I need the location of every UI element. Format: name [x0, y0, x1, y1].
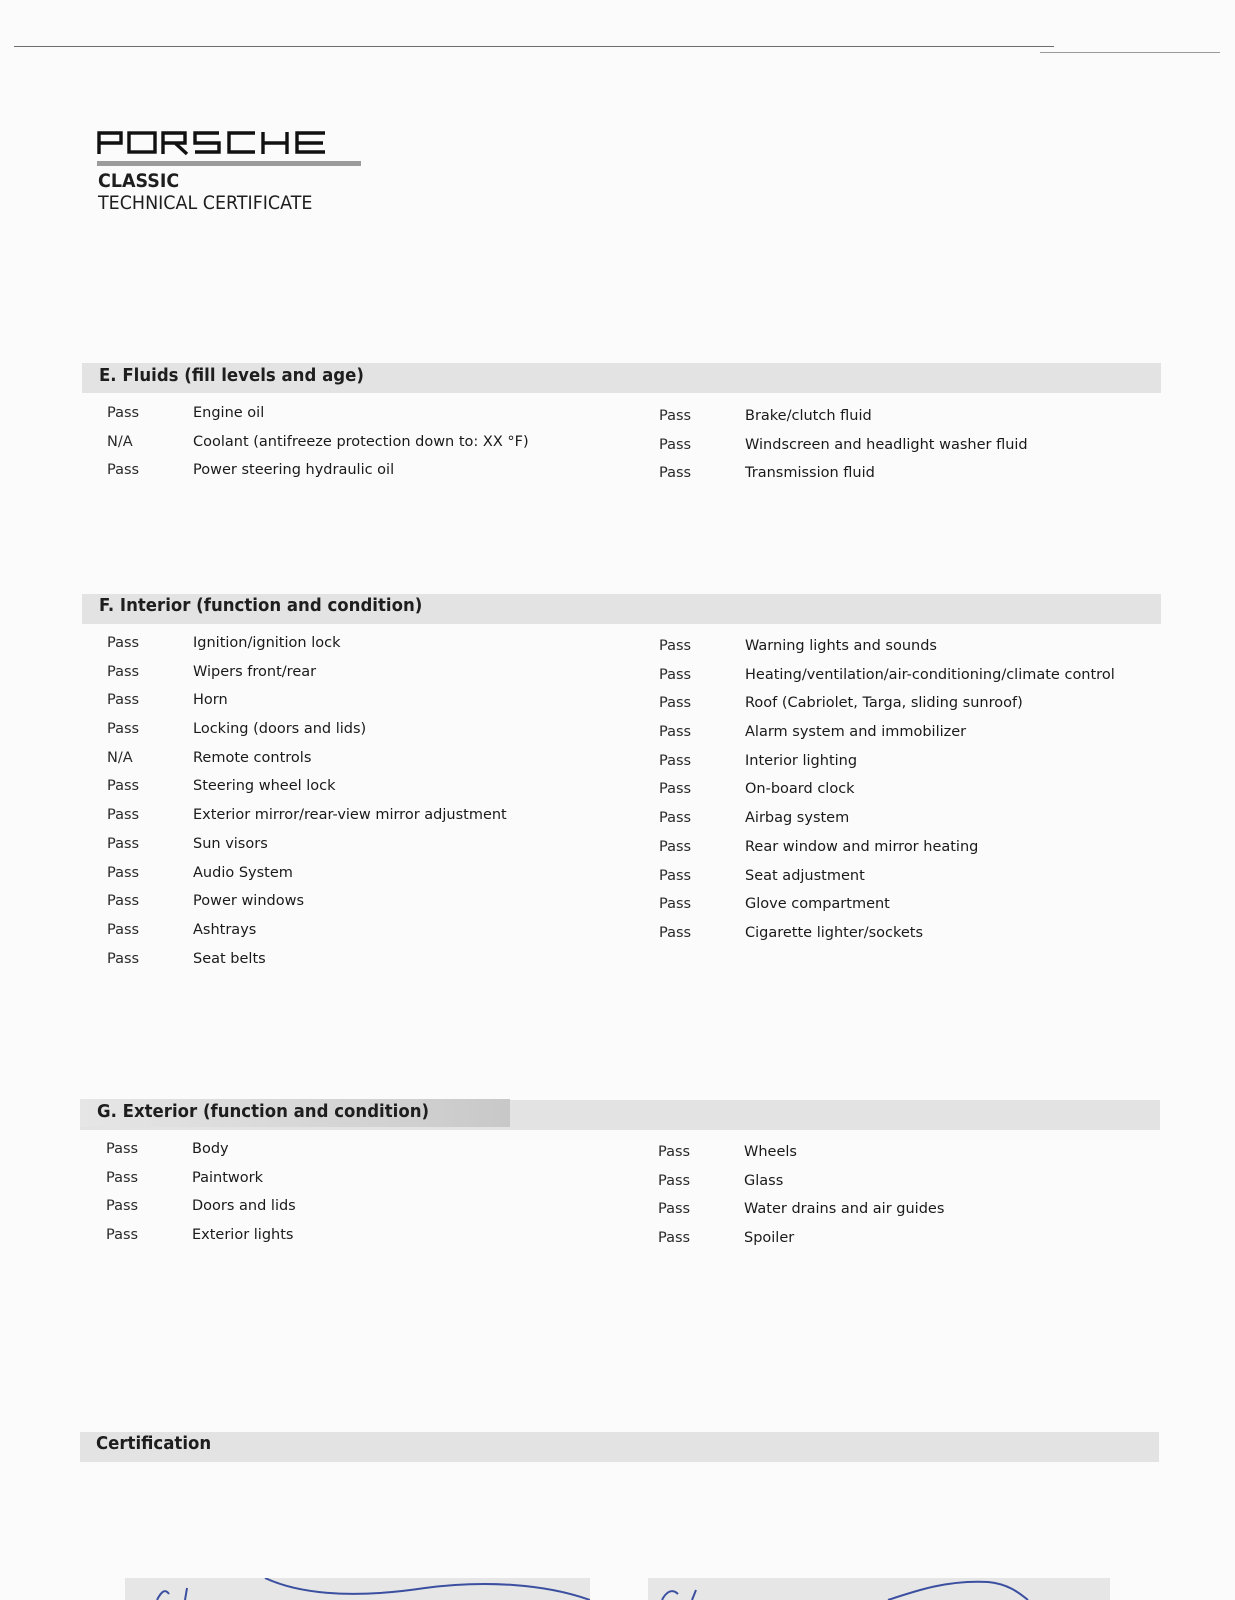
check-item-label: Remote controls — [193, 749, 312, 766]
check-item-label: Exterior lights — [192, 1227, 294, 1244]
signature-right — [648, 1578, 1110, 1600]
check-item-label: Rear window and mirror heating — [745, 838, 979, 855]
check-item-label: Ashtrays — [193, 921, 257, 938]
check-item-label: Paintwork — [192, 1169, 263, 1186]
certificate-title: TECHNICAL CERTIFICATE — [98, 192, 313, 214]
check-status: Pass — [107, 807, 140, 824]
signature-box-left — [125, 1578, 590, 1600]
check-item-label: Body — [192, 1141, 229, 1157]
check-status: N/A — [107, 749, 133, 766]
top-rule-right — [1040, 52, 1220, 53]
check-status: Pass — [659, 638, 692, 654]
top-rule — [14, 46, 1054, 47]
check-status: Pass — [659, 436, 692, 453]
check-status: Pass — [107, 864, 140, 881]
check-status: Pass — [659, 924, 692, 941]
check-status: Pass — [106, 1141, 139, 1157]
check-item-label: Transmission fluid — [745, 465, 875, 482]
check-status: Pass — [107, 462, 140, 479]
check-status: Pass — [658, 1201, 691, 1218]
check-status: Pass — [659, 724, 692, 741]
check-item-label: Interior lighting — [745, 752, 858, 769]
check-item-label: Doors and lids — [192, 1198, 296, 1215]
section-interior-title: F. Interior (function and condition) — [99, 595, 423, 616]
check-item-label: Engine oil — [193, 405, 265, 421]
brand-classic-label: CLASSIC — [98, 170, 180, 192]
check-status: Pass — [106, 1227, 139, 1244]
check-status: Pass — [106, 1169, 139, 1186]
check-item-label: Power windows — [193, 893, 305, 910]
check-status: Pass — [107, 835, 140, 852]
check-item-label: Water drains and air guides — [744, 1201, 945, 1218]
section-certification-bar — [80, 1432, 1159, 1462]
porsche-wordmark — [97, 130, 330, 156]
check-status: Pass — [659, 752, 692, 769]
check-status: N/A — [107, 433, 133, 450]
signature-box-right — [648, 1578, 1110, 1600]
check-item-label: Wheels — [744, 1144, 797, 1160]
check-item-label: Exterior mirror/rear-view mirror adjustment — [193, 807, 507, 824]
check-item-label: Windscreen and headlight washer fluid — [745, 436, 1028, 453]
check-status: Pass — [658, 1172, 691, 1189]
check-status: Pass — [658, 1144, 691, 1160]
check-status: Pass — [107, 635, 140, 651]
check-item-label: Brake/clutch fluid — [745, 408, 872, 424]
check-status: Pass — [659, 408, 692, 424]
check-item-label: Wipers front/rear — [193, 663, 317, 680]
check-item-label: Power steering hydraulic oil — [193, 462, 395, 479]
check-item-label: On-board clock — [745, 781, 855, 798]
check-status: Pass — [107, 950, 140, 967]
check-status: Pass — [107, 778, 140, 795]
check-status: Pass — [659, 838, 692, 855]
section-fluids-title: E. Fluids (fill levels and age) — [99, 365, 364, 386]
section-exterior-title: G. Exterior (function and condition) — [97, 1101, 430, 1122]
check-status: Pass — [659, 896, 692, 913]
check-status: Pass — [107, 692, 140, 709]
brand-underline — [97, 161, 361, 166]
check-status: Pass — [659, 867, 692, 884]
check-status: Pass — [659, 695, 692, 712]
check-item-label: Coolant (antifreeze protection down to: XX °F) — [193, 433, 529, 450]
check-item-label: Glass — [744, 1172, 784, 1189]
check-item-label: Seat belts — [193, 950, 266, 967]
check-item-label: Airbag system — [745, 810, 850, 827]
check-item-label: Horn — [193, 692, 228, 709]
check-status: Pass — [107, 405, 140, 421]
check-item-label: Glove compartment — [745, 896, 890, 913]
check-status: Pass — [107, 663, 140, 680]
check-item-label: Steering wheel lock — [193, 778, 336, 795]
brand-logo — [97, 130, 330, 156]
check-item-label: Locking (doors and lids) — [193, 721, 367, 738]
check-status: Pass — [659, 666, 692, 683]
check-item-label: Roof (Cabriolet, Targa, sliding sunroof) — [745, 695, 1023, 712]
check-item-label: Alarm system and immobilizer — [745, 724, 967, 741]
check-status: Pass — [659, 465, 692, 482]
check-item-label: Audio System — [193, 864, 293, 881]
check-item-label: Ignition/ignition lock — [193, 635, 341, 651]
section-certification-title: Certification — [96, 1433, 212, 1454]
check-item-label: Sun visors — [193, 835, 268, 852]
check-status: Pass — [107, 721, 140, 738]
check-status: Pass — [658, 1230, 691, 1247]
check-status: Pass — [106, 1198, 139, 1215]
check-item-label: Cigarette lighter/sockets — [745, 924, 924, 941]
check-status: Pass — [107, 893, 140, 910]
check-item-label: Heating/ventilation/air-conditioning/climate control — [745, 666, 1115, 683]
check-status: Pass — [659, 781, 692, 798]
signature-left — [125, 1578, 590, 1600]
check-status: Pass — [659, 810, 692, 827]
document-title — [98, 170, 312, 214]
check-item-label: Warning lights and sounds — [745, 638, 937, 654]
check-status: Pass — [107, 921, 140, 938]
check-item-label: Spoiler — [744, 1230, 795, 1247]
check-item-label: Seat adjustment — [745, 867, 865, 884]
